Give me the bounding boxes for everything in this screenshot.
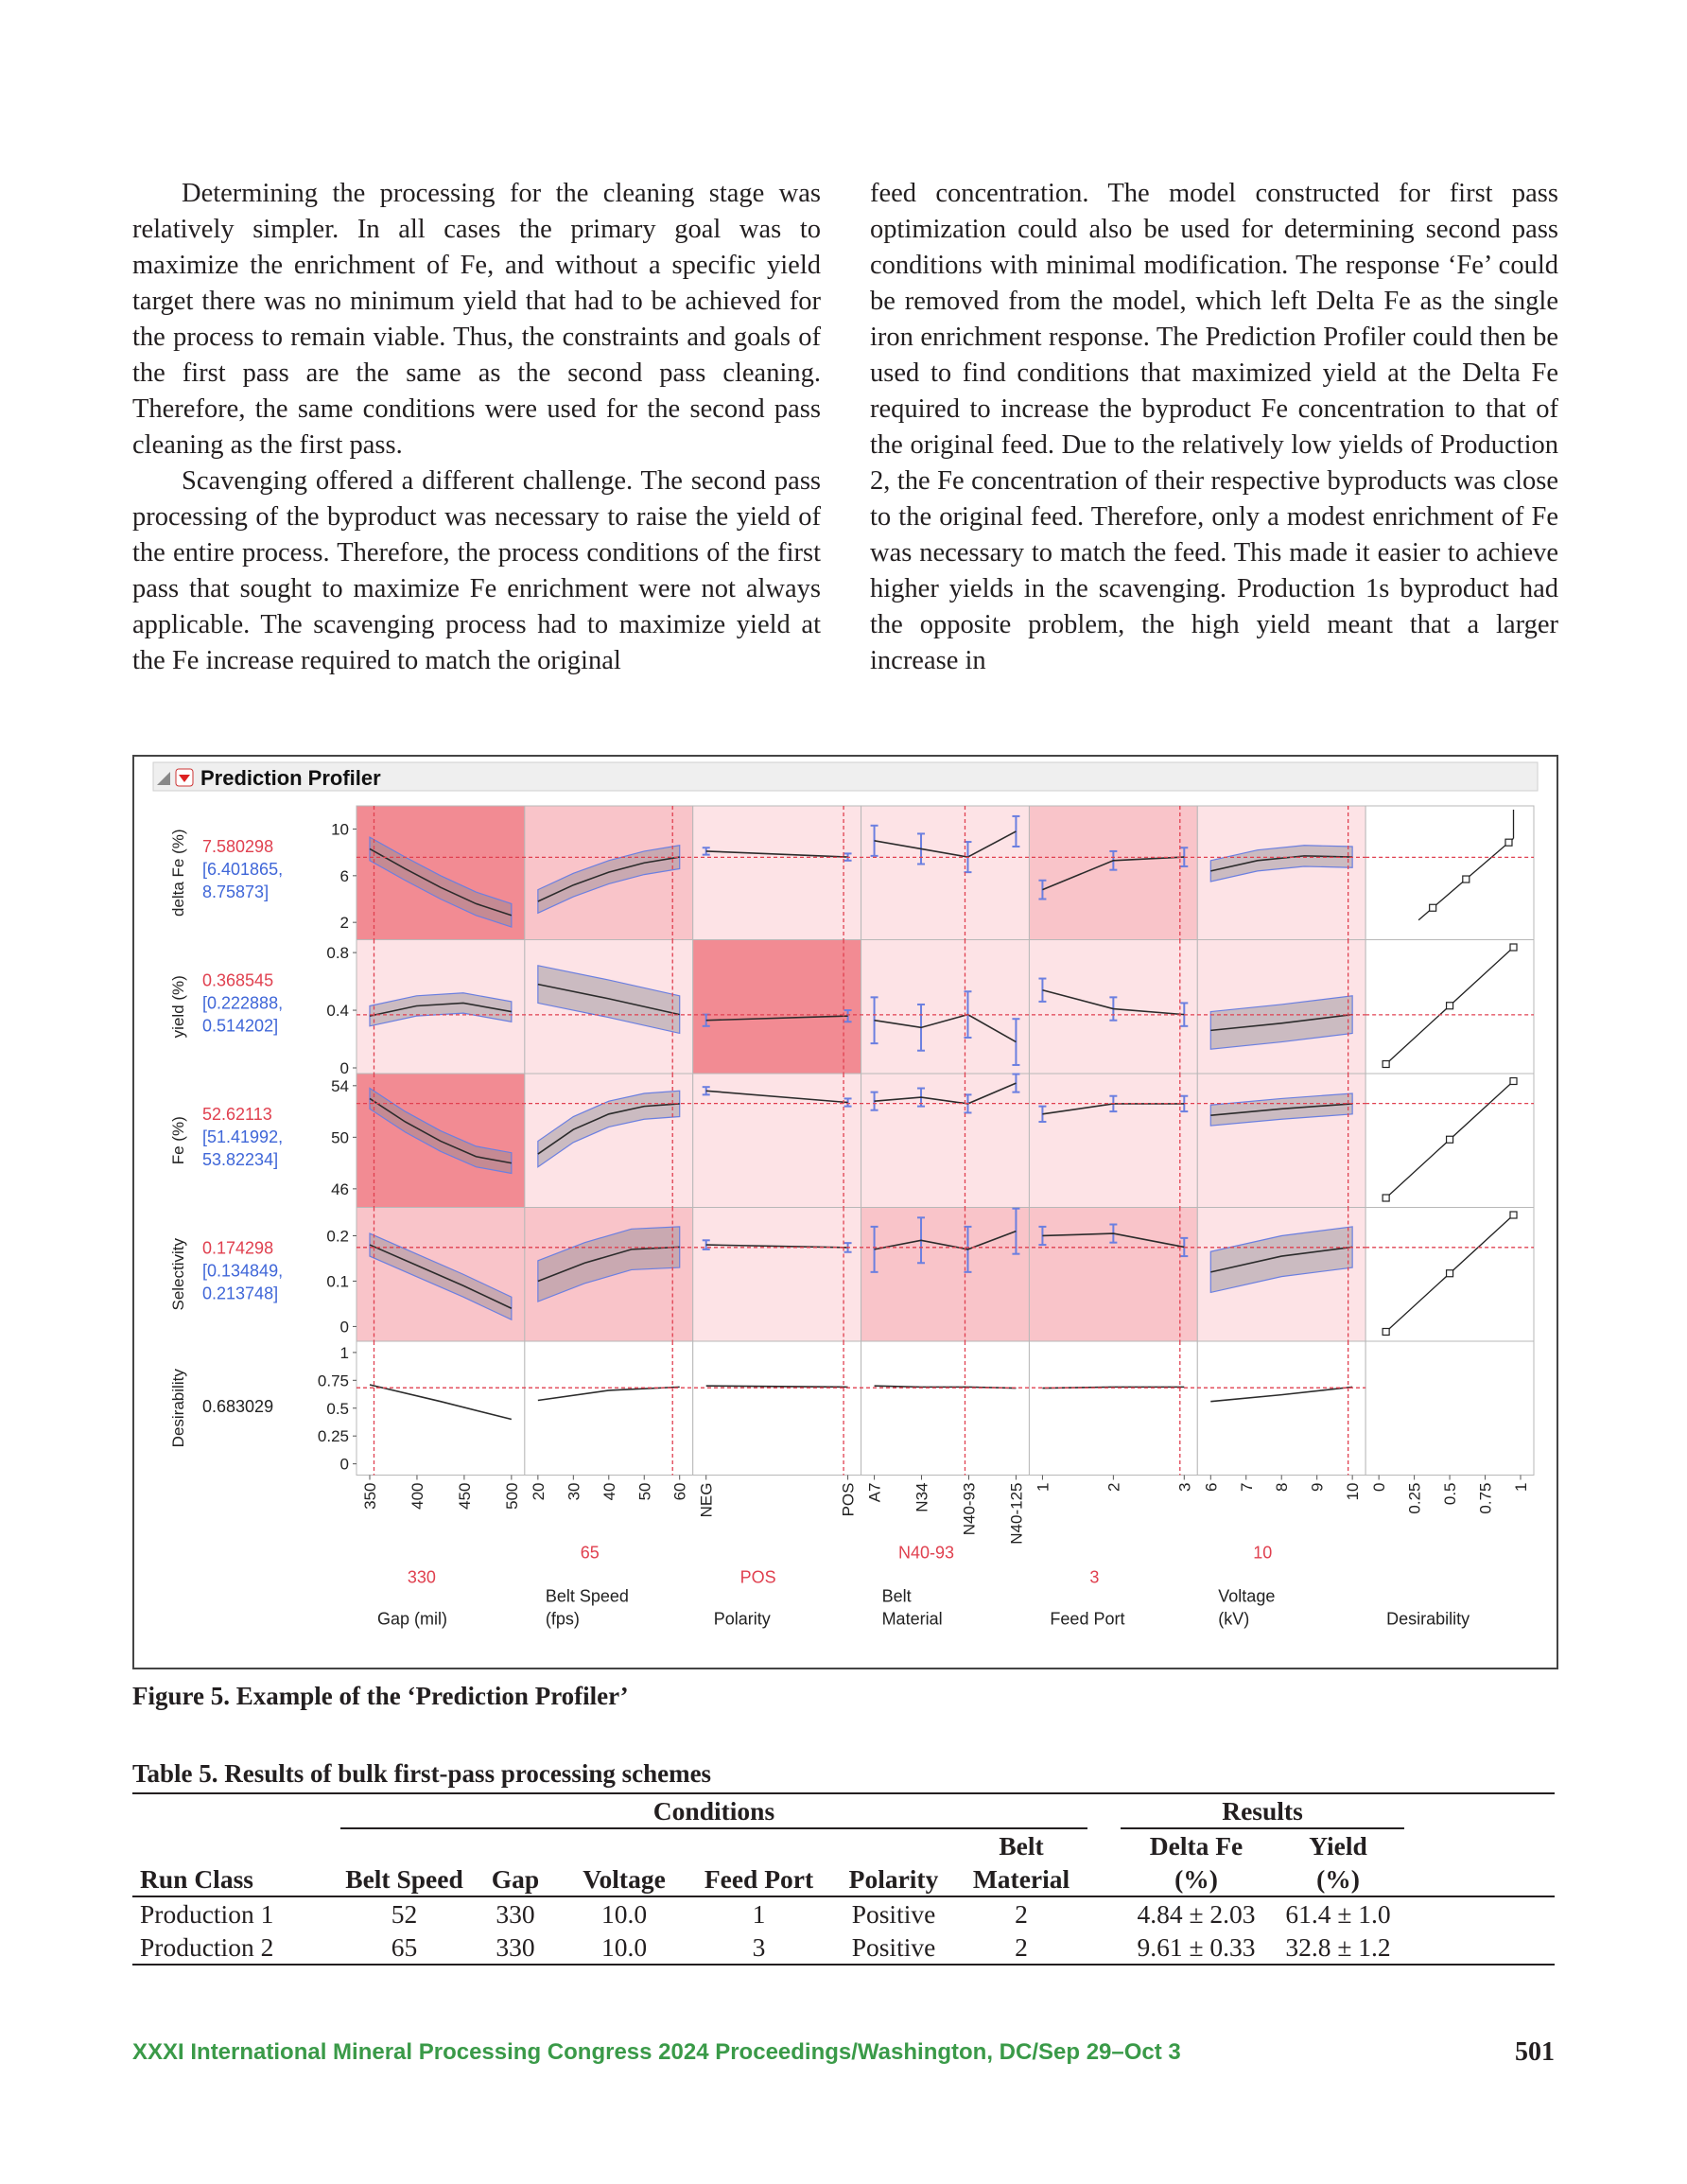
y-tick-label: 46 xyxy=(331,1179,349,1198)
factor-label-line2: Gap (mil) xyxy=(377,1609,448,1629)
x-tick-label: 400 xyxy=(408,1482,426,1510)
cell-voltage: 10.0 xyxy=(563,1931,686,1965)
desirability-handle xyxy=(1505,839,1512,846)
y-tick-label: 54 xyxy=(331,1076,349,1095)
x-tick-label: 20 xyxy=(529,1482,548,1501)
response-label: Fe (%) xyxy=(169,1116,187,1165)
col-belt-material xyxy=(955,1829,1087,1896)
cell-delta-fe: 9.61 ± 0.33 xyxy=(1121,1931,1272,1965)
cell-feed-port: 1 xyxy=(752,1899,766,1929)
profiler-cell xyxy=(1197,1074,1365,1208)
y-tick-label: 6 xyxy=(339,866,349,885)
cell-run-class: Production 1 xyxy=(140,1899,274,1929)
profiler-cell xyxy=(861,940,1030,1075)
x-tick-label: 1 xyxy=(1512,1482,1530,1492)
x-tick-label: 2 xyxy=(1104,1482,1123,1492)
y-tick-label: 2 xyxy=(339,914,349,933)
desirability-handle xyxy=(1383,1061,1389,1068)
desirability-handle xyxy=(1510,944,1517,951)
desirability-handle xyxy=(1383,1195,1389,1201)
col-yield-line2: (%) xyxy=(1316,1864,1360,1894)
response-label: Selectivity xyxy=(169,1237,187,1311)
response-ci-high: 0.514202] xyxy=(202,1016,279,1036)
profiler-cell xyxy=(525,1341,693,1476)
x-tick-label: 7 xyxy=(1237,1482,1256,1492)
x-tick-label: 0.5 xyxy=(1441,1482,1460,1506)
response-ci-high: 53.82234] xyxy=(202,1149,279,1169)
cell-feed-port: 3 xyxy=(686,1931,832,1965)
y-tick-label: 50 xyxy=(331,1128,349,1147)
factor-label-line2: Material xyxy=(881,1609,943,1629)
cell-polarity: Positive xyxy=(832,1931,955,1965)
table-row xyxy=(132,1896,1555,1931)
response-ci-high: 8.75873] xyxy=(202,882,270,901)
profiler-cell xyxy=(357,1341,525,1476)
x-tick-label: 9 xyxy=(1308,1482,1327,1492)
prediction-profiler-figure xyxy=(132,755,1558,1669)
x-tick-label: 500 xyxy=(502,1482,521,1510)
response-ci-high: 0.213748] xyxy=(202,1284,279,1303)
col-belt-material-line1: Belt xyxy=(999,1831,1044,1861)
cell-belt-material: 2 xyxy=(955,1931,1087,1965)
factor-label-line2: Feed Port xyxy=(1050,1609,1125,1629)
x-tick-label: A7 xyxy=(865,1482,884,1503)
cell-gap: 330 xyxy=(468,1931,563,1965)
cell-delta-fe: 4.84 ± 2.03 xyxy=(1137,1899,1256,1929)
col-belt-material-line2: Material xyxy=(972,1864,1070,1894)
profiler-cell xyxy=(1197,1341,1365,1476)
profiler-cell xyxy=(1029,1074,1197,1208)
factor-current-value: 10 xyxy=(1253,1543,1273,1563)
x-tick-label: 450 xyxy=(455,1482,474,1510)
table-row xyxy=(132,1931,1555,1965)
y-tick-label: 1 xyxy=(339,1343,349,1362)
desirability-handle xyxy=(1383,1329,1389,1336)
col-belt-speed: Belt Speed xyxy=(340,1829,468,1896)
col-feed-port: Feed Port xyxy=(686,1829,832,1896)
y-tick-label: 0 xyxy=(339,1059,349,1077)
table-caption: Table 5. Results of bulk first-pass processing schemes xyxy=(132,1759,712,1788)
profiler-cell xyxy=(861,1074,1030,1208)
x-tick-label: POS xyxy=(839,1482,858,1517)
cell-belt-speed: 65 xyxy=(340,1931,468,1965)
col-delta-fe xyxy=(1121,1829,1272,1896)
col-yield xyxy=(1272,1829,1404,1896)
group-conditions: Conditions xyxy=(340,1794,1087,1829)
cell-polarity: Positive xyxy=(851,1899,936,1929)
profiler-cell xyxy=(861,1341,1030,1476)
x-tick-label: 50 xyxy=(635,1482,654,1501)
response-ci-low: [0.222888, xyxy=(202,993,284,1013)
profiler-cell xyxy=(1029,1341,1197,1476)
y-tick-label: 0.25 xyxy=(317,1427,349,1446)
x-tick-label: N40-93 xyxy=(960,1482,979,1536)
factor-current-value: 65 xyxy=(580,1543,600,1563)
body-column-left xyxy=(132,176,821,679)
desirability-handle xyxy=(1447,1270,1453,1277)
y-tick-label: 0.8 xyxy=(326,944,349,963)
response-label: yield (%) xyxy=(169,975,187,1039)
page-number: 501 xyxy=(1515,2037,1555,2067)
factor-current-value: POS xyxy=(739,1567,776,1587)
profiler-cell xyxy=(693,1341,861,1476)
response-current-value: 52.62113 xyxy=(202,1104,272,1124)
cell-run-class: Production 2 xyxy=(132,1931,340,1965)
profiler-cell xyxy=(861,1208,1030,1342)
col-gap: Gap xyxy=(468,1829,563,1896)
y-tick-label: 0.5 xyxy=(326,1399,349,1418)
profiler-chart xyxy=(134,757,1557,1668)
col-yield-line1: Yield xyxy=(1309,1831,1367,1861)
factor-current-value: 3 xyxy=(1089,1567,1100,1587)
y-tick-label: 0 xyxy=(339,1455,349,1474)
cell-belt-material: 2 xyxy=(1015,1899,1028,1929)
col-voltage: Voltage xyxy=(563,1829,686,1896)
response-current-value: 0.174298 xyxy=(202,1238,274,1258)
x-tick-label: N40-125 xyxy=(1007,1482,1026,1545)
desirability-handle xyxy=(1447,1136,1453,1143)
x-tick-label: 30 xyxy=(565,1482,583,1501)
profiler-cell xyxy=(1029,806,1197,940)
x-tick-label: 60 xyxy=(670,1482,689,1501)
y-tick-label: 0.1 xyxy=(326,1272,349,1291)
group-results: Results xyxy=(1121,1794,1404,1829)
cell-gap: 330 xyxy=(496,1899,535,1929)
x-tick-label: 3 xyxy=(1175,1482,1194,1492)
factor-label-line1: Belt xyxy=(881,1586,912,1606)
y-tick-label: 0 xyxy=(339,1318,349,1337)
response-ci-low: [0.134849, xyxy=(202,1261,284,1281)
body-column-right xyxy=(870,176,1558,679)
factor-label-line2: Desirability xyxy=(1386,1609,1470,1629)
profiler-cell xyxy=(693,940,861,1075)
desirability-handle xyxy=(1463,876,1470,882)
desirability-handle xyxy=(1430,904,1436,911)
y-tick-label: 0.75 xyxy=(317,1372,349,1390)
factor-current-value: 330 xyxy=(407,1567,436,1587)
col-polarity: Polarity xyxy=(832,1829,955,1896)
response-label: delta Fe (%) xyxy=(169,829,187,917)
y-tick-label: 0.2 xyxy=(326,1227,349,1246)
x-tick-label: 0 xyxy=(1370,1482,1389,1492)
profiler-cell xyxy=(693,1208,861,1342)
profiler-cell xyxy=(1365,806,1534,940)
cell-belt-speed: 52 xyxy=(391,1899,418,1929)
profiler-title: Prediction Profiler xyxy=(200,766,381,790)
factor-label-line1: Belt Speed xyxy=(545,1586,629,1606)
y-tick-label: 0.4 xyxy=(326,1002,349,1021)
x-tick-label: NEG xyxy=(697,1482,716,1518)
figure-caption: Figure 5. Example of the ‘Prediction Profiler’ xyxy=(132,1682,629,1710)
factor-current-value: N40-93 xyxy=(897,1543,955,1563)
paragraph: Scavenging offered a different challenge. The second pass processing of the byproduct was necessary to raise the yield of the entire process. Therefore, the process conditions of the first pass that sought to maximize Fe enrichment were not always applicable. The scavenging process had to maximize yield at the Fe increase required to match the original xyxy=(132,466,821,675)
paragraph: Determining the processing for the cleaning stage was relatively simpler. In all cases the primary goal was to maximize the enrichment of Fe, and without a specific yield target there was no minimum yield that had to be achieved for the process to remain viable. Thus, the constraints and goals of the first pass are the same as the second pass cleaning. Therefore, the same conditions were used for the second pass cleaning as the first pass. xyxy=(132,179,821,460)
cell-yield: 32.8 ± 1.2 xyxy=(1272,1931,1404,1965)
x-tick-label: 1 xyxy=(1034,1482,1052,1492)
factor-label-line2: (fps) xyxy=(545,1609,580,1629)
response-ci-low: [51.41992, xyxy=(202,1127,284,1146)
desirability-handle xyxy=(1510,1078,1517,1085)
x-tick-label: 350 xyxy=(361,1482,379,1510)
paragraph: feed concentration. The model constructed for first pass optimization could also be used for determining second pass conditions with minimal modification. The response ‘Fe’ could be removed from the model, which left Delta Fe as the single iron enrichment response. The Prediction Profiler could then be used to find conditions that maximized yield at the Delta Fe required to increase the byproduct Fe concentration to that of the original feed. Due to the relatively low yields of Production 2, the Fe concentration of their respective byproducts was close to the original feed. Therefore, only a modest enrichment of Fe was necessary to match the feed. This made it easier to achieve higher yields in the scavenging. Production 1s byproduct had the opposite problem, the high yield meant that a larger increase in xyxy=(870,179,1558,675)
factor-label-line2: Polarity xyxy=(713,1609,771,1629)
x-tick-label: 8 xyxy=(1273,1482,1292,1492)
x-tick-label: N34 xyxy=(913,1482,931,1512)
y-tick-label: 10 xyxy=(331,820,349,839)
x-tick-label: 0.25 xyxy=(1405,1482,1424,1514)
response-current-value: 0.368545 xyxy=(202,970,274,990)
cell-yield: 61.4 ± 1.0 xyxy=(1285,1899,1391,1929)
desirability-handle xyxy=(1510,1212,1517,1218)
response-label: Desirability xyxy=(169,1369,187,1448)
factor-label-line2: (kV) xyxy=(1218,1609,1250,1629)
profiler-cell xyxy=(1365,1341,1534,1476)
footer-title: XXXI International Mineral Processing Congress 2024 Proceedings/Washington, DC/Sep 29–Oct 3 xyxy=(132,2039,1181,2065)
factor-label-line1: Voltage xyxy=(1218,1586,1276,1606)
col-run-class: Run Class xyxy=(132,1829,340,1896)
response-ci-low: [6.401865, xyxy=(202,859,284,879)
cell-voltage: 10.0 xyxy=(600,1899,648,1929)
x-tick-label: 6 xyxy=(1202,1482,1221,1492)
x-tick-label: 0.75 xyxy=(1476,1482,1495,1514)
col-delta-fe-line1: Delta Fe xyxy=(1149,1831,1244,1861)
profiler-cell xyxy=(693,806,861,940)
x-tick-label: 10 xyxy=(1344,1482,1363,1501)
response-current-value: 0.683029 xyxy=(202,1396,274,1416)
profiler-cell xyxy=(693,1074,861,1208)
desirability-handle xyxy=(1447,1003,1453,1009)
x-tick-label: 40 xyxy=(600,1482,618,1501)
results-table xyxy=(132,1792,1555,1966)
response-current-value: 7.580298 xyxy=(202,836,274,856)
profiler-cell xyxy=(861,806,1030,940)
col-delta-fe-line2: (%) xyxy=(1174,1864,1218,1894)
